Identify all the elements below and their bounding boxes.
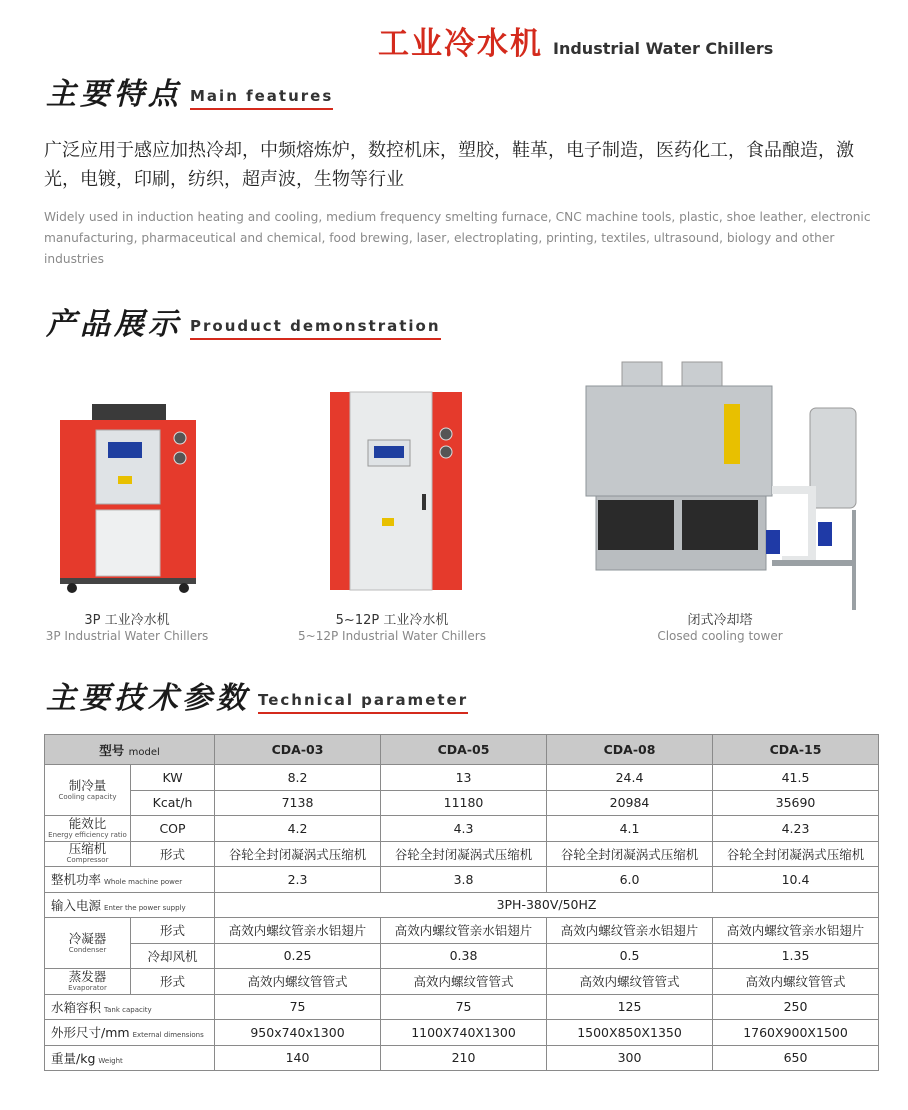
unit-cell: Kcat/h: [131, 790, 215, 816]
row-label-en: Tank capacity: [104, 1005, 152, 1014]
product-caption-1-cn: 3P 工业冷水机: [84, 613, 170, 628]
row-label-en: External dimensions: [132, 1031, 204, 1040]
table-row: [45, 790, 879, 816]
value-cell: 7138: [215, 790, 381, 816]
model-col: CDA-15: [713, 735, 879, 765]
value-cell: 谷轮全封闭凝涡式压缩机: [547, 841, 713, 867]
features-heading-en: Main features: [190, 88, 333, 111]
value-cell: 1.35: [713, 943, 879, 969]
product-image-5-12p-chiller: [328, 390, 468, 595]
row-label-cn: 能效比: [68, 815, 107, 831]
product-caption-2-en: 5~12P Industrial Water Chillers: [298, 629, 486, 643]
value-cell: 35690: [713, 790, 879, 816]
table-row: [45, 816, 879, 842]
row-label-supply: [45, 892, 215, 918]
features-heading: [46, 77, 334, 112]
value-cell: 300: [547, 1045, 713, 1071]
value-cell: 高效内螺纹管亲水铝翅片: [381, 918, 547, 944]
value-cell: 24.4: [547, 765, 713, 791]
value-cell: 8.2: [215, 765, 381, 791]
value-cell: 1100X740X1300: [381, 1020, 547, 1046]
row-label-en: Evaporator: [68, 983, 107, 992]
value-cell: 高效内螺纹管管式: [713, 969, 879, 995]
value-cell: 高效内螺纹管亲水铝翅片: [215, 918, 381, 944]
value-cell: 3PH-380V/50HZ: [215, 892, 879, 918]
value-cell: 1760X900X1500: [713, 1020, 879, 1046]
row-label-weight: [45, 1045, 215, 1071]
row-label-cn: 输入电源: [51, 897, 102, 913]
tech-heading-en: Technical parameter: [258, 692, 468, 715]
row-label-cn: 水箱容积: [51, 999, 102, 1015]
unit-cell: COP: [131, 816, 215, 842]
spec-header-row: [45, 735, 879, 765]
model-header: [45, 735, 215, 765]
value-cell: 高效内螺纹管管式: [547, 969, 713, 995]
value-cell: 10.4: [713, 867, 879, 893]
row-label-cn: 重量/kg: [51, 1050, 96, 1066]
model-col: CDA-05: [381, 735, 547, 765]
value-cell: 140: [215, 1045, 381, 1071]
unit-cell: 形式: [131, 969, 215, 995]
row-label-en: Energy efficiency ratio: [48, 830, 127, 839]
table-row: [45, 765, 879, 791]
product-caption-1: [17, 612, 237, 644]
product-caption-3: [610, 612, 830, 644]
value-cell: 75: [381, 994, 547, 1020]
product-caption-2: [282, 612, 502, 644]
product-caption-2-cn: 5~12P 工业冷水机: [335, 613, 449, 628]
value-cell: 125: [547, 994, 713, 1020]
value-cell: 高效内螺纹管亲水铝翅片: [713, 918, 879, 944]
features-heading-cn: 主要特点: [46, 77, 182, 112]
page-title-en: Industrial Water Chillers: [553, 39, 774, 58]
row-label-eer: [45, 816, 131, 842]
value-cell: 谷轮全封闭凝涡式压缩机: [381, 841, 547, 867]
product-caption-3-cn: 闭式冷却塔: [687, 613, 753, 628]
value-cell: 谷轮全封闭凝涡式压缩机: [713, 841, 879, 867]
table-row: [45, 841, 879, 867]
value-cell: 谷轮全封闭凝涡式压缩机: [215, 841, 381, 867]
value-cell: 高效内螺纹管管式: [215, 969, 381, 995]
value-cell: 1500X850X1350: [547, 1020, 713, 1046]
products-heading-en: Prouduct demonstration: [190, 318, 441, 341]
value-cell: 4.23: [713, 816, 879, 842]
value-cell: 11180: [381, 790, 547, 816]
table-row: [45, 994, 879, 1020]
features-text-cn: 广泛应用于感应加热冷却，中频熔炼炉，数控机床，塑胶，鞋革，电子制造，医药化工，食品酿造，激光，电镀，印刷，纺织，超声波，生物等行业: [44, 140, 854, 190]
model-col: CDA-08: [547, 735, 713, 765]
tech-heading-cn: 主要技术参数: [46, 681, 250, 716]
row-label-cn: 冷凝器: [68, 930, 107, 946]
model-header-cn: 型号: [99, 742, 125, 758]
row-label-condenser: [45, 918, 131, 969]
row-label-en: Compressor: [66, 856, 109, 865]
row-label-cn: 制冷量: [68, 777, 107, 793]
row-label-cooling: [45, 765, 131, 816]
product-image-cooling-tower: [582, 360, 864, 610]
value-cell: 75: [215, 994, 381, 1020]
features-text-en: Widely used in induction heating and cooling, medium frequency smelting furnace, CNC machine tools, plastic, shoe leather, electronic manufacturing, pharmaceutical and chemical, food brewing, laser, electroplating, printing, textiles, ultrasound, biology and other industries: [44, 210, 871, 266]
row-label-evaporator: [45, 969, 131, 995]
unit-cell: KW: [131, 765, 215, 791]
value-cell: 13: [381, 765, 547, 791]
product-image-3p-chiller: [52, 400, 202, 596]
unit-cell: 形式: [131, 841, 215, 867]
table-row: [45, 892, 879, 918]
page-title: [378, 18, 773, 63]
value-cell: 20984: [547, 790, 713, 816]
row-label-en: Weight: [98, 1056, 123, 1065]
value-cell: 6.0: [547, 867, 713, 893]
row-label-power: [45, 867, 215, 893]
value-cell: 41.5: [713, 765, 879, 791]
row-label-cn: 外形尺寸/mm: [51, 1025, 130, 1041]
row-label-cn: 压缩机: [68, 841, 107, 857]
row-label-en: Condenser: [68, 945, 107, 954]
row-label-cn: 整机功率: [51, 872, 102, 888]
page-title-cn: 工业冷水机: [378, 26, 543, 62]
table-row: [45, 918, 879, 944]
table-row: [45, 1020, 879, 1046]
products-heading-cn: 产品展示: [46, 307, 182, 342]
value-cell: 高效内螺纹管管式: [381, 969, 547, 995]
value-cell: 4.3: [381, 816, 547, 842]
value-cell: 0.38: [381, 943, 547, 969]
value-cell: 3.8: [381, 867, 547, 893]
model-col: CDA-03: [215, 735, 381, 765]
value-cell: 650: [713, 1045, 879, 1071]
value-cell: 250: [713, 994, 879, 1020]
value-cell: 210: [381, 1045, 547, 1071]
product-caption-1-en: 3P Industrial Water Chillers: [45, 629, 209, 643]
value-cell: 4.1: [547, 816, 713, 842]
row-label-compressor: [45, 841, 131, 867]
unit-cell: 冷却风机: [131, 943, 215, 969]
table-row: [45, 943, 879, 969]
products-heading: [46, 307, 441, 342]
row-label-en: Enter the power supply: [104, 903, 186, 912]
row-label-cn: 蒸发器: [68, 968, 107, 984]
value-cell: 0.5: [547, 943, 713, 969]
value-cell: 4.2: [215, 816, 381, 842]
product-caption-3-en: Closed cooling tower: [657, 629, 783, 643]
row-label-en: Cooling capacity: [58, 792, 117, 801]
spec-table: [44, 734, 879, 1071]
row-label-en: Whole machine power: [104, 878, 183, 887]
model-header-en: model: [128, 746, 160, 758]
value-cell: 950x740x1300: [215, 1020, 381, 1046]
table-row: [45, 1045, 879, 1071]
row-label-tank: [45, 994, 215, 1020]
table-row: [45, 867, 879, 893]
unit-cell: 形式: [131, 918, 215, 944]
value-cell: 0.25: [215, 943, 381, 969]
value-cell: 2.3: [215, 867, 381, 893]
tech-heading: [46, 681, 469, 716]
row-label-dims: [45, 1020, 215, 1046]
table-row: [45, 969, 879, 995]
value-cell: 高效内螺纹管亲水铝翅片: [547, 918, 713, 944]
